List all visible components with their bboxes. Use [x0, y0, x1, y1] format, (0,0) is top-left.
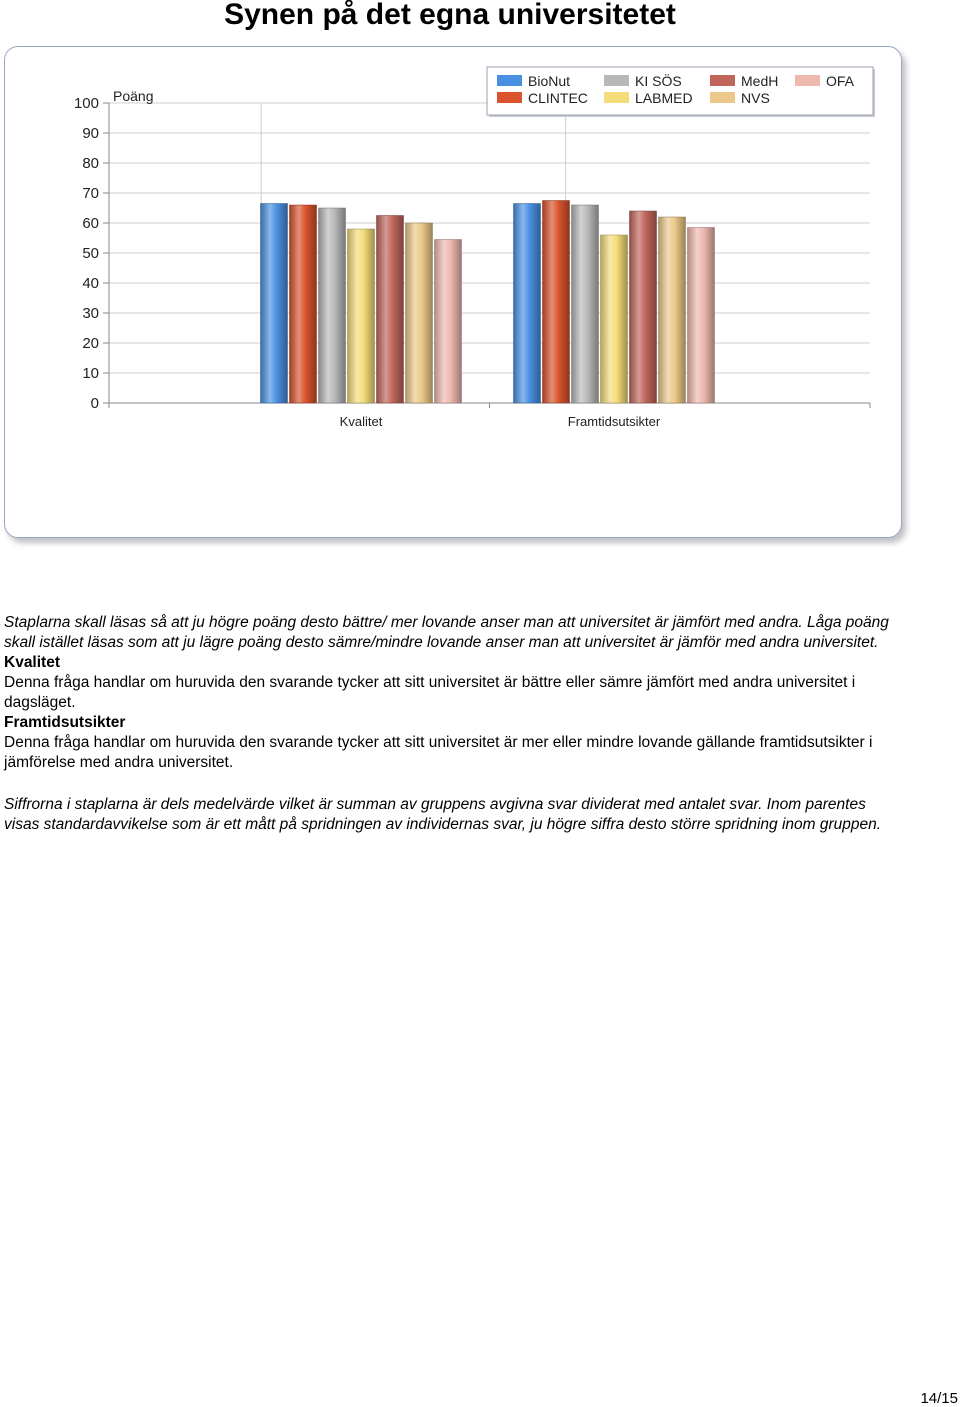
legend-label: KI SÖS: [635, 73, 682, 89]
y-tick-label: 80: [82, 155, 99, 172]
y-tick-label: 50: [82, 245, 99, 262]
legend-swatch: [710, 75, 735, 86]
y-axis-label: Poäng: [113, 88, 154, 104]
legend-label: BioNut: [528, 73, 571, 89]
page-number: 14/15: [920, 1390, 958, 1407]
bar-ki-s-s-framtidsutsikter: [572, 205, 599, 403]
legend-label: LABMED: [635, 90, 693, 106]
bar-clintec-framtidsutsikter: [543, 201, 570, 404]
bar-medh-framtidsutsikter: [630, 211, 657, 403]
framtidsutsikter-description: Denna fråga handlar om huruvida den svarande tycker att sitt universitet är mer eller mindre lovande gällande framtidsutsikter i jämförelse med andra universitet.: [4, 734, 873, 771]
legend-swatch: [710, 92, 735, 103]
legend-label: NVS: [741, 90, 770, 106]
legend-swatch: [497, 75, 522, 86]
x-tick-label: Kvalitet: [339, 414, 383, 429]
legend-swatch: [795, 75, 820, 86]
y-tick-label: 20: [82, 335, 99, 352]
chart-panel: [4, 46, 902, 538]
bar-nvs-kvalitet: [406, 223, 433, 403]
y-tick-label: 70: [82, 185, 99, 202]
kvalitet-description: Denna fråga handlar om huruvida den svarande tycker att sitt universitet är bättre eller sämre jämfört med andra universitet i dagsläget.: [4, 674, 856, 711]
note-text: Siffrorna i staplarna är dels medelvärde vilket är summan av gruppens avgivna svar dividerat med antalet svar. Inom parentes visas standardavvikelse som är ett mått på spridningen av individernas svar, ju högre siffra desto större spridning inom gruppen.: [4, 796, 882, 833]
bar-bionut-kvalitet: [261, 204, 288, 404]
legend-swatch: [604, 92, 629, 103]
bar-labmed-framtidsutsikter: [601, 235, 628, 403]
y-tick-label: 0: [90, 395, 99, 412]
bar-chart: [5, 47, 901, 537]
framtidsutsikter-heading: Framtidsutsikter: [4, 714, 126, 731]
kvalitet-heading: Kvalitet: [4, 654, 60, 671]
bar-ofa-framtidsutsikter: [688, 228, 715, 404]
legend-label: CLINTEC: [528, 90, 588, 106]
y-tick-label: 40: [82, 275, 99, 292]
page-title: Synen på det egna universitetet: [224, 0, 676, 31]
legend-swatch: [604, 75, 629, 86]
bar-nvs-framtidsutsikter: [659, 217, 686, 403]
y-tick-label: 10: [82, 365, 99, 382]
bar-clintec-kvalitet: [290, 205, 317, 403]
y-tick-label: 90: [82, 125, 99, 142]
intro-text: Staplarna skall läsas så att ju högre poäng desto bättre/ mer lovande anser man att universitet är jämfört med andra. Låga poäng skall istället läsas som att ju lägre poäng desto sämre/mindre lovande anser man att universitet är jämför med andra universitet.: [4, 614, 889, 651]
bar-bionut-framtidsutsikter: [514, 204, 541, 404]
bar-labmed-kvalitet: [348, 229, 375, 403]
legend-swatch: [497, 92, 522, 103]
bar-ki-s-s-kvalitet: [319, 208, 346, 403]
bar-ofa-kvalitet: [435, 240, 462, 404]
bar-medh-kvalitet: [377, 216, 404, 404]
legend-label: OFA: [826, 73, 855, 89]
legend-label: MedH: [741, 73, 779, 89]
y-tick-label: 30: [82, 305, 99, 322]
explanation-text: [4, 613, 904, 835]
y-tick-label: 60: [82, 215, 99, 232]
y-tick-label: 100: [73, 95, 99, 112]
x-tick-label: Framtidsutsikter: [567, 414, 661, 429]
